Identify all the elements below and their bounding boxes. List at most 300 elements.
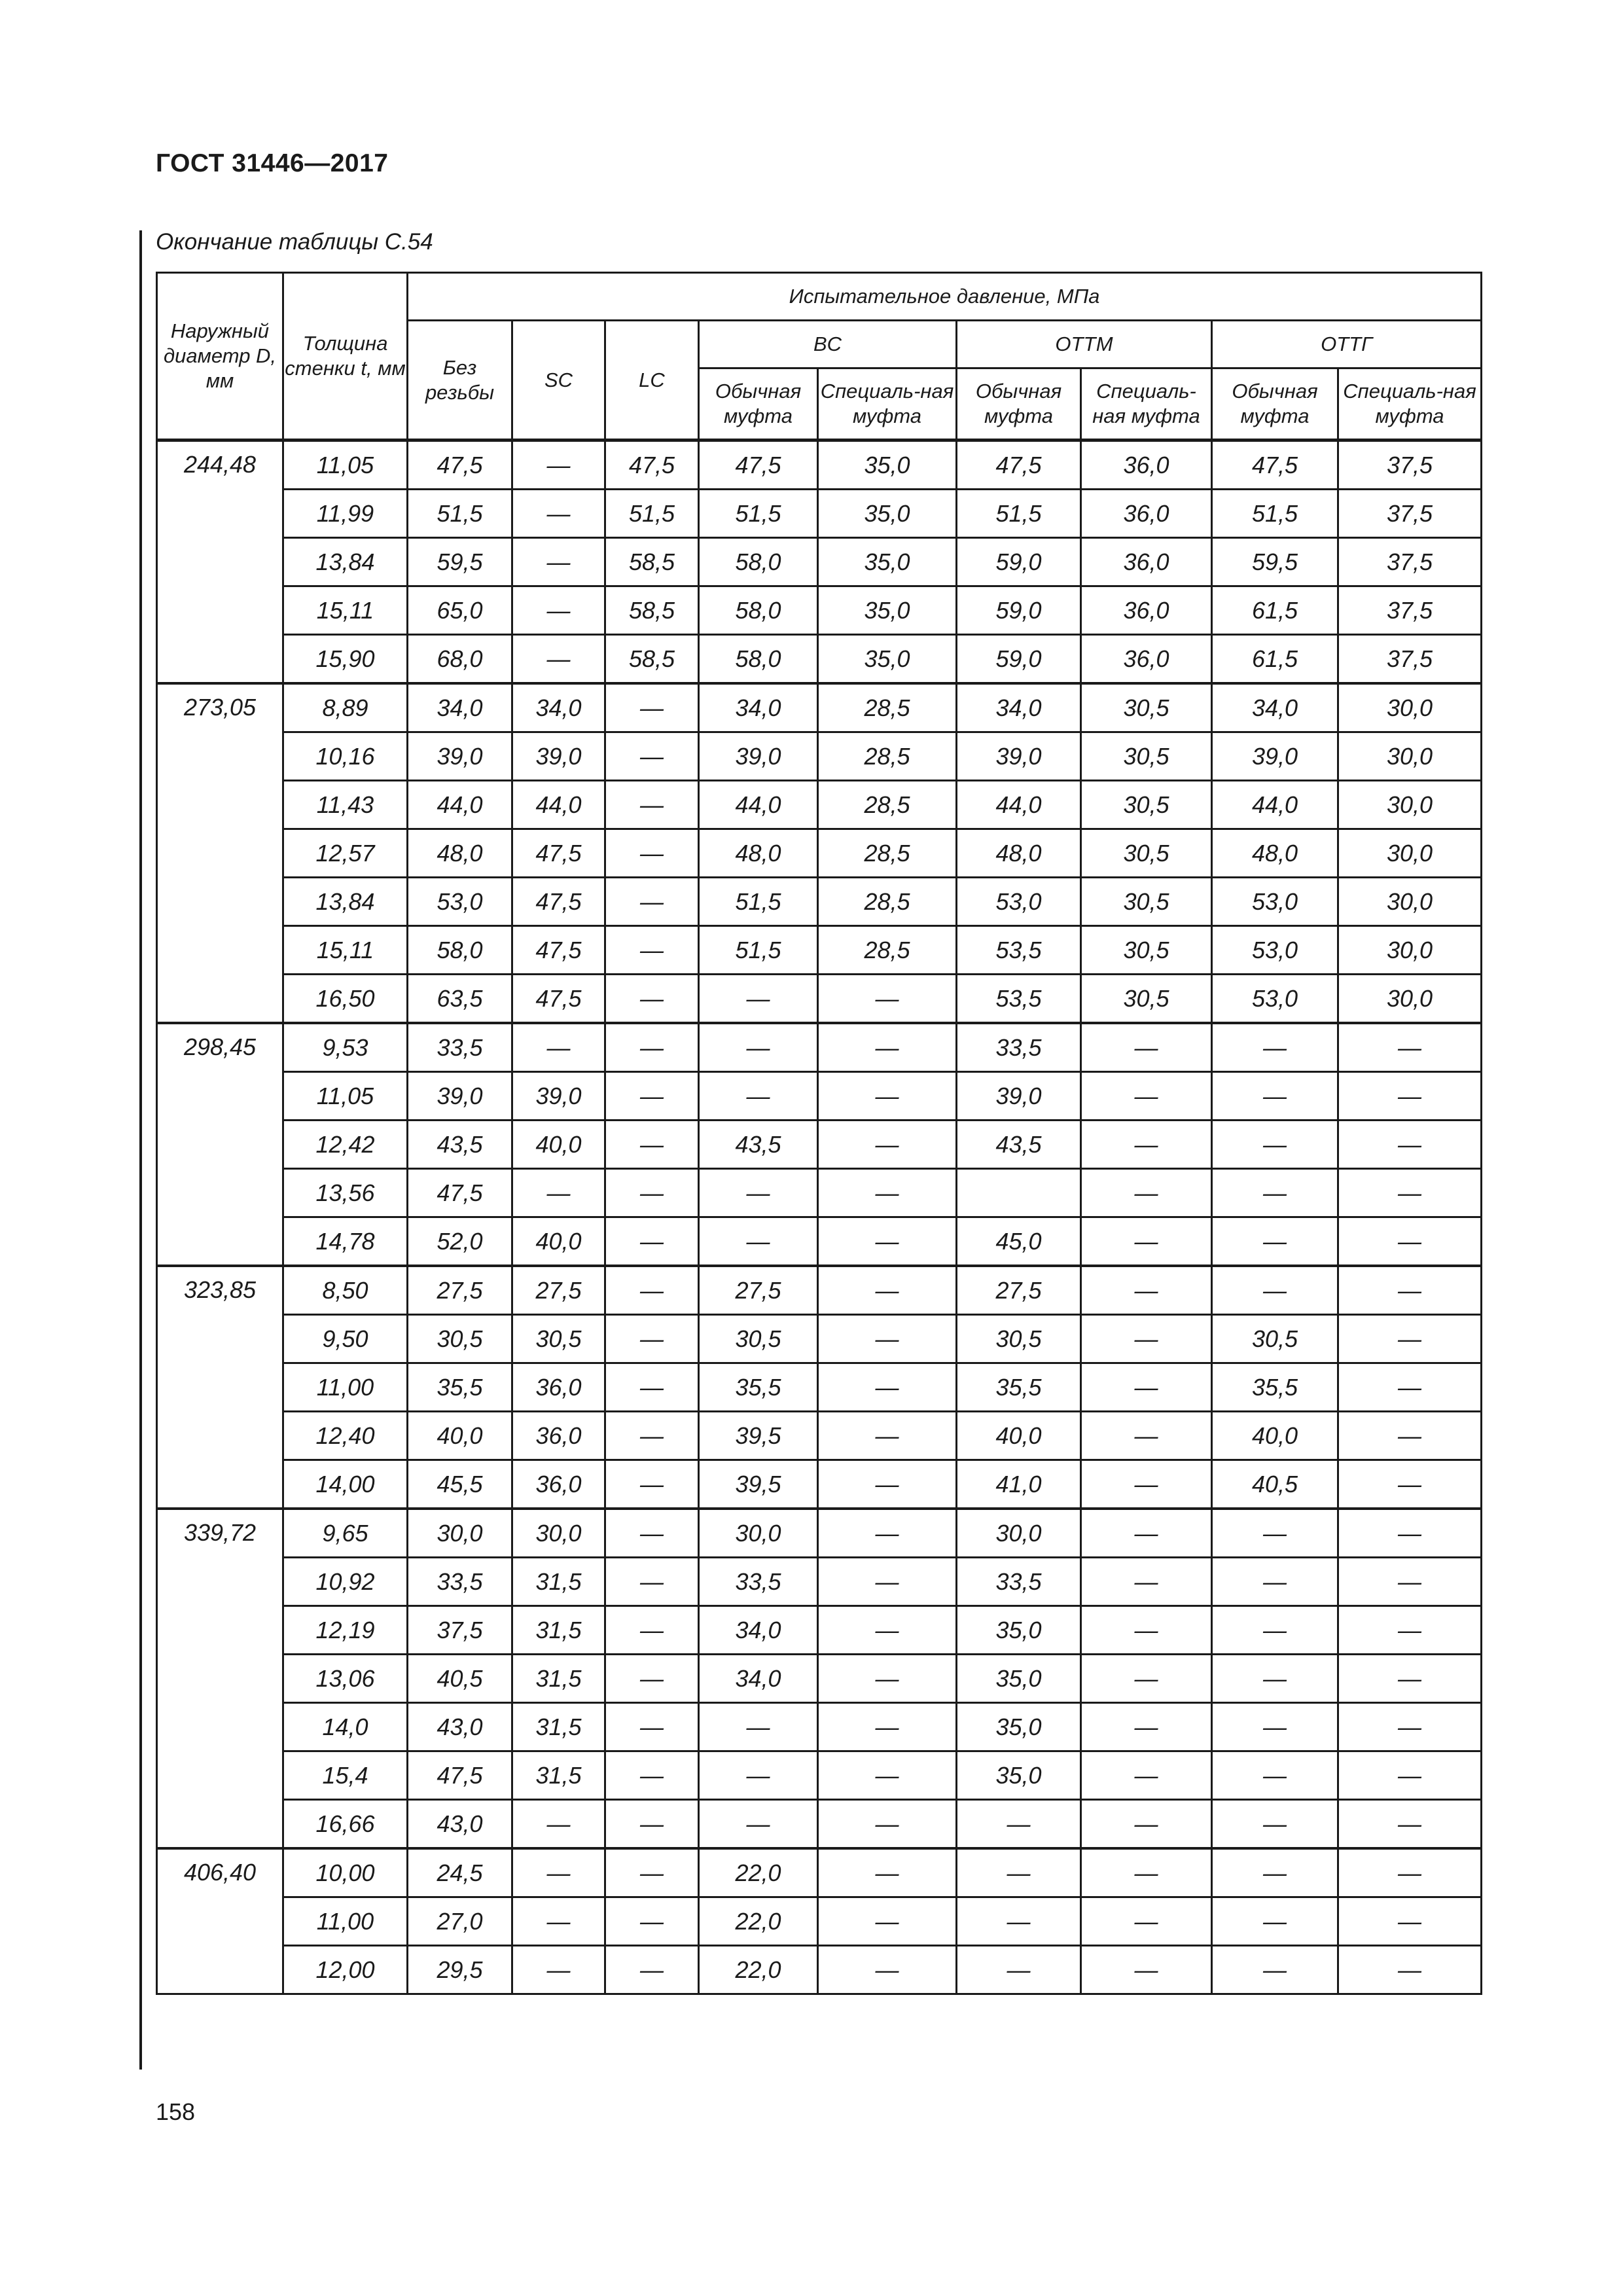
lc-cell: — xyxy=(605,1072,699,1121)
ottm-special-cell: 30,5 xyxy=(1081,878,1212,926)
ottg-special-cell: 30,0 xyxy=(1338,878,1482,926)
lc-cell: — xyxy=(605,1169,699,1217)
header-ottg-special: Специаль-ная муфта xyxy=(1338,368,1482,440)
table-row xyxy=(157,1315,1482,1363)
table-row xyxy=(157,635,1482,684)
no-thread-cell: 47,5 xyxy=(408,1751,512,1800)
lc-cell: 47,5 xyxy=(605,440,699,490)
no-thread-cell: 43,5 xyxy=(408,1121,512,1169)
no-thread-cell: 43,0 xyxy=(408,1703,512,1751)
ottg-regular-cell: 61,5 xyxy=(1212,635,1338,684)
wall-thickness-cell: 13,06 xyxy=(283,1655,408,1703)
bc-special-cell: 35,0 xyxy=(818,538,957,586)
no-thread-cell: 45,5 xyxy=(408,1460,512,1509)
sc-cell: 47,5 xyxy=(512,878,605,926)
sc-cell: 47,5 xyxy=(512,975,605,1024)
wall-thickness-cell: 15,4 xyxy=(283,1751,408,1800)
wall-thickness-cell: 14,78 xyxy=(283,1217,408,1266)
sc-cell: 47,5 xyxy=(512,829,605,878)
bc-special-cell: — xyxy=(818,1897,957,1946)
header-bc: BC xyxy=(699,321,957,368)
ottg-regular-cell: 53,0 xyxy=(1212,975,1338,1024)
bc-regular-cell: 43,5 xyxy=(699,1121,818,1169)
ottg-regular-cell: 30,5 xyxy=(1212,1315,1338,1363)
bc-regular-cell: 39,5 xyxy=(699,1460,818,1509)
ottg-regular-cell: 51,5 xyxy=(1212,490,1338,538)
wall-thickness-cell: 11,99 xyxy=(283,490,408,538)
ottg-regular-cell: — xyxy=(1212,1897,1338,1946)
table-row xyxy=(157,732,1482,781)
lc-cell: 58,5 xyxy=(605,635,699,684)
no-thread-cell: 27,0 xyxy=(408,1897,512,1946)
no-thread-cell: 47,5 xyxy=(408,440,512,490)
ottg-regular-cell: 44,0 xyxy=(1212,781,1338,829)
header-bc-special: Специаль-ная муфта xyxy=(818,368,957,440)
lc-cell: — xyxy=(605,1023,699,1072)
no-thread-cell: 53,0 xyxy=(408,878,512,926)
ottg-special-cell: 30,0 xyxy=(1338,732,1482,781)
ottg-special-cell: 30,0 xyxy=(1338,926,1482,975)
ottm-regular-cell: 27,5 xyxy=(957,1266,1081,1315)
ottm-special-cell: — xyxy=(1081,1169,1212,1217)
table-row xyxy=(157,1266,1482,1315)
bc-regular-cell: — xyxy=(699,1169,818,1217)
ottg-special-cell: — xyxy=(1338,1266,1482,1315)
sc-cell: 36,0 xyxy=(512,1363,605,1412)
bc-regular-cell: 27,5 xyxy=(699,1266,818,1315)
bc-regular-cell: — xyxy=(699,1703,818,1751)
ottm-special-cell: 36,0 xyxy=(1081,635,1212,684)
sc-cell: 30,5 xyxy=(512,1315,605,1363)
no-thread-cell: 44,0 xyxy=(408,781,512,829)
ottg-special-cell: — xyxy=(1338,1897,1482,1946)
bc-regular-cell: 22,0 xyxy=(699,1897,818,1946)
ottm-regular-cell: 39,0 xyxy=(957,732,1081,781)
table-row xyxy=(157,1217,1482,1266)
no-thread-cell: 51,5 xyxy=(408,490,512,538)
no-thread-cell: 33,5 xyxy=(408,1023,512,1072)
lc-cell: — xyxy=(605,1751,699,1800)
outer-diameter-cell: 273,05 xyxy=(157,683,283,1023)
sc-cell: — xyxy=(512,1848,605,1897)
wall-thickness-cell: 15,11 xyxy=(283,586,408,635)
ottm-special-cell: 30,5 xyxy=(1081,926,1212,975)
table-caption: Окончание таблицы С.54 xyxy=(156,229,433,255)
ottm-regular-cell: 59,0 xyxy=(957,538,1081,586)
table-row xyxy=(157,1606,1482,1655)
header-ottg: ОТТГ xyxy=(1212,321,1482,368)
ottm-special-cell: — xyxy=(1081,1606,1212,1655)
ottg-special-cell: — xyxy=(1338,1606,1482,1655)
ottg-special-cell: — xyxy=(1338,1703,1482,1751)
sc-cell: — xyxy=(512,490,605,538)
table-row xyxy=(157,781,1482,829)
bc-special-cell: — xyxy=(818,975,957,1024)
header-ottm-regular: Обычная муфта xyxy=(957,368,1081,440)
outer-diameter-cell: 406,40 xyxy=(157,1848,283,1994)
lc-cell: — xyxy=(605,878,699,926)
ottm-special-cell: — xyxy=(1081,1800,1212,1849)
ottm-special-cell: — xyxy=(1081,1121,1212,1169)
bc-regular-cell: 22,0 xyxy=(699,1848,818,1897)
bc-regular-cell: 22,0 xyxy=(699,1946,818,1994)
table-row xyxy=(157,1655,1482,1703)
ottm-regular-cell: 53,5 xyxy=(957,926,1081,975)
sc-cell: 31,5 xyxy=(512,1751,605,1800)
bc-regular-cell: — xyxy=(699,1023,818,1072)
table-row xyxy=(157,1751,1482,1800)
wall-thickness-cell: 12,00 xyxy=(283,1946,408,1994)
no-thread-cell: 35,5 xyxy=(408,1363,512,1412)
ottg-regular-cell: 39,0 xyxy=(1212,732,1338,781)
no-thread-cell: 24,5 xyxy=(408,1848,512,1897)
bc-special-cell: — xyxy=(818,1558,957,1606)
ottg-regular-cell: — xyxy=(1212,1558,1338,1606)
bc-regular-cell: 33,5 xyxy=(699,1558,818,1606)
ottg-regular-cell: — xyxy=(1212,1072,1338,1121)
lc-cell: — xyxy=(605,1800,699,1849)
ottm-special-cell: — xyxy=(1081,1266,1212,1315)
wall-thickness-cell: 10,16 xyxy=(283,732,408,781)
sc-cell: 44,0 xyxy=(512,781,605,829)
ottg-special-cell: — xyxy=(1338,1072,1482,1121)
no-thread-cell: 34,0 xyxy=(408,683,512,732)
table-header xyxy=(157,273,1482,440)
ottg-regular-cell: — xyxy=(1212,1946,1338,1994)
header-ottg-regular: Обычная муфта xyxy=(1212,368,1338,440)
bc-regular-cell: 30,5 xyxy=(699,1315,818,1363)
ottm-regular-cell: 34,0 xyxy=(957,683,1081,732)
bc-special-cell: 28,5 xyxy=(818,878,957,926)
table-row xyxy=(157,490,1482,538)
ottm-regular-cell: 35,0 xyxy=(957,1655,1081,1703)
ottm-regular-cell: — xyxy=(957,1946,1081,1994)
table-row xyxy=(157,440,1482,490)
lc-cell: — xyxy=(605,829,699,878)
ottm-regular-cell: 33,5 xyxy=(957,1023,1081,1072)
no-thread-cell: 29,5 xyxy=(408,1946,512,1994)
sc-cell: 31,5 xyxy=(512,1703,605,1751)
wall-thickness-cell: 9,50 xyxy=(283,1315,408,1363)
bc-special-cell: — xyxy=(818,1460,957,1509)
header-ottm: ОТТМ xyxy=(957,321,1212,368)
bc-special-cell: 28,5 xyxy=(818,926,957,975)
bc-regular-cell: 34,0 xyxy=(699,1606,818,1655)
lc-cell: — xyxy=(605,1606,699,1655)
ottg-regular-cell: — xyxy=(1212,1751,1338,1800)
sc-cell: — xyxy=(512,1023,605,1072)
bc-special-cell: — xyxy=(818,1315,957,1363)
lc-cell: 58,5 xyxy=(605,586,699,635)
ottm-special-cell: 36,0 xyxy=(1081,490,1212,538)
sc-cell: — xyxy=(512,1897,605,1946)
ottg-special-cell: — xyxy=(1338,1751,1482,1800)
sc-cell: 31,5 xyxy=(512,1655,605,1703)
wall-thickness-cell: 12,19 xyxy=(283,1606,408,1655)
lc-cell: 51,5 xyxy=(605,490,699,538)
sc-cell: — xyxy=(512,1946,605,1994)
bc-regular-cell: 39,0 xyxy=(699,732,818,781)
table-row xyxy=(157,1121,1482,1169)
wall-thickness-cell: 15,90 xyxy=(283,635,408,684)
ottm-special-cell: — xyxy=(1081,1412,1212,1460)
ottg-special-cell: — xyxy=(1338,1315,1482,1363)
sc-cell: 40,0 xyxy=(512,1217,605,1266)
table-row xyxy=(157,1800,1482,1849)
ottg-regular-cell: 53,0 xyxy=(1212,926,1338,975)
ottg-special-cell: 30,0 xyxy=(1338,683,1482,732)
lc-cell: — xyxy=(605,1703,699,1751)
ottm-special-cell: 30,5 xyxy=(1081,829,1212,878)
bc-special-cell: 28,5 xyxy=(818,829,957,878)
table-row xyxy=(157,1509,1482,1558)
ottm-special-cell: — xyxy=(1081,1023,1212,1072)
ottm-regular-cell: 44,0 xyxy=(957,781,1081,829)
outer-diameter-cell: 244,48 xyxy=(157,440,283,684)
table-row xyxy=(157,1558,1482,1606)
table-row xyxy=(157,926,1482,975)
no-thread-cell: 40,5 xyxy=(408,1655,512,1703)
no-thread-cell: 43,0 xyxy=(408,1800,512,1849)
lc-cell: — xyxy=(605,975,699,1024)
bc-special-cell: — xyxy=(818,1266,957,1315)
bc-special-cell: 28,5 xyxy=(818,683,957,732)
table-row xyxy=(157,1023,1482,1072)
ottm-special-cell: 36,0 xyxy=(1081,440,1212,490)
ottg-regular-cell: — xyxy=(1212,1606,1338,1655)
table-row xyxy=(157,1946,1482,1994)
no-thread-cell: 30,5 xyxy=(408,1315,512,1363)
wall-thickness-cell: 16,66 xyxy=(283,1800,408,1849)
bc-regular-cell: — xyxy=(699,975,818,1024)
sc-cell: — xyxy=(512,1169,605,1217)
header-ottm-special: Специаль-ная муфта xyxy=(1081,368,1212,440)
ottg-special-cell: 37,5 xyxy=(1338,538,1482,586)
wall-thickness-cell: 13,56 xyxy=(283,1169,408,1217)
bc-special-cell: — xyxy=(818,1848,957,1897)
ottg-regular-cell: — xyxy=(1212,1266,1338,1315)
ottm-regular-cell: 35,5 xyxy=(957,1363,1081,1412)
ottm-regular-cell: 30,5 xyxy=(957,1315,1081,1363)
ottm-special-cell: — xyxy=(1081,1460,1212,1509)
bc-special-cell: 35,0 xyxy=(818,635,957,684)
wall-thickness-cell: 11,00 xyxy=(283,1363,408,1412)
sc-cell: 39,0 xyxy=(512,1072,605,1121)
bc-regular-cell: 30,0 xyxy=(699,1509,818,1558)
ottg-special-cell: — xyxy=(1338,1946,1482,1994)
no-thread-cell: 59,5 xyxy=(408,538,512,586)
bc-special-cell: 35,0 xyxy=(818,490,957,538)
wall-thickness-cell: 11,05 xyxy=(283,1072,408,1121)
ottg-special-cell: — xyxy=(1338,1848,1482,1897)
ottm-special-cell: 30,5 xyxy=(1081,975,1212,1024)
bc-special-cell: — xyxy=(818,1509,957,1558)
table-row xyxy=(157,1169,1482,1217)
ottm-regular-cell: 48,0 xyxy=(957,829,1081,878)
wall-thickness-cell: 15,11 xyxy=(283,926,408,975)
ottg-special-cell: 37,5 xyxy=(1338,490,1482,538)
bc-special-cell: — xyxy=(818,1655,957,1703)
header-test-pressure: Испытательное давление, МПа xyxy=(408,273,1482,321)
bc-regular-cell: — xyxy=(699,1217,818,1266)
bc-regular-cell: 34,0 xyxy=(699,1655,818,1703)
wall-thickness-cell: 12,40 xyxy=(283,1412,408,1460)
ottm-special-cell: — xyxy=(1081,1897,1212,1946)
ottm-special-cell: — xyxy=(1081,1848,1212,1897)
wall-thickness-cell: 16,50 xyxy=(283,975,408,1024)
no-thread-cell: 39,0 xyxy=(408,1072,512,1121)
table-row xyxy=(157,683,1482,732)
no-thread-cell: 33,5 xyxy=(408,1558,512,1606)
ottg-regular-cell: — xyxy=(1212,1121,1338,1169)
ottg-special-cell: — xyxy=(1338,1121,1482,1169)
lc-cell: — xyxy=(605,1946,699,1994)
wall-thickness-cell: 11,00 xyxy=(283,1897,408,1946)
ottm-special-cell: — xyxy=(1081,1509,1212,1558)
lc-cell: — xyxy=(605,683,699,732)
sc-cell: 27,5 xyxy=(512,1266,605,1315)
ottm-regular-cell: 59,0 xyxy=(957,586,1081,635)
ottg-regular-cell: — xyxy=(1212,1217,1338,1266)
ottm-regular-cell: 30,0 xyxy=(957,1509,1081,1558)
wall-thickness-cell: 10,00 xyxy=(283,1848,408,1897)
bc-special-cell: — xyxy=(818,1800,957,1849)
sc-cell: 36,0 xyxy=(512,1460,605,1509)
ottm-regular-cell: 45,0 xyxy=(957,1217,1081,1266)
sc-cell: — xyxy=(512,635,605,684)
header-wall-thickness: Толщина стенки t, мм xyxy=(283,273,408,440)
ottg-special-cell: — xyxy=(1338,1558,1482,1606)
ottg-regular-cell: — xyxy=(1212,1703,1338,1751)
ottm-regular-cell xyxy=(957,1169,1081,1217)
bc-regular-cell: 51,5 xyxy=(699,878,818,926)
ottm-regular-cell: — xyxy=(957,1800,1081,1849)
ottm-special-cell: 30,5 xyxy=(1081,683,1212,732)
lc-cell: — xyxy=(605,1655,699,1703)
sc-cell: 31,5 xyxy=(512,1606,605,1655)
ottg-regular-cell: 40,5 xyxy=(1212,1460,1338,1509)
ottm-special-cell: 36,0 xyxy=(1081,538,1212,586)
ottm-special-cell: — xyxy=(1081,1363,1212,1412)
ottg-special-cell: — xyxy=(1338,1023,1482,1072)
sc-cell: — xyxy=(512,440,605,490)
wall-thickness-cell: 11,05 xyxy=(283,440,408,490)
bc-regular-cell: 58,0 xyxy=(699,635,818,684)
table-row xyxy=(157,1703,1482,1751)
lc-cell: — xyxy=(605,926,699,975)
ottg-regular-cell: 53,0 xyxy=(1212,878,1338,926)
ottm-regular-cell: 53,5 xyxy=(957,975,1081,1024)
bc-special-cell: — xyxy=(818,1121,957,1169)
ottg-special-cell: — xyxy=(1338,1460,1482,1509)
sc-cell: — xyxy=(512,538,605,586)
table-body xyxy=(157,440,1482,1994)
table-row xyxy=(157,1363,1482,1412)
ottm-special-cell: — xyxy=(1081,1946,1212,1994)
ottm-regular-cell: 53,0 xyxy=(957,878,1081,926)
ottg-regular-cell: — xyxy=(1212,1655,1338,1703)
ottg-regular-cell: 47,5 xyxy=(1212,440,1338,490)
ottg-special-cell: — xyxy=(1338,1509,1482,1558)
bc-special-cell: — xyxy=(818,1606,957,1655)
bc-regular-cell: 44,0 xyxy=(699,781,818,829)
lc-cell: — xyxy=(605,1897,699,1946)
bc-special-cell: — xyxy=(818,1703,957,1751)
lc-cell: — xyxy=(605,781,699,829)
no-thread-cell: 39,0 xyxy=(408,732,512,781)
bc-regular-cell: 47,5 xyxy=(699,440,818,490)
bc-regular-cell: 34,0 xyxy=(699,683,818,732)
ottm-special-cell: — xyxy=(1081,1072,1212,1121)
bc-regular-cell: — xyxy=(699,1751,818,1800)
bc-regular-cell: 35,5 xyxy=(699,1363,818,1412)
bc-special-cell: 28,5 xyxy=(818,781,957,829)
ottm-regular-cell: 51,5 xyxy=(957,490,1081,538)
ottm-regular-cell: 40,0 xyxy=(957,1412,1081,1460)
wall-thickness-cell: 14,00 xyxy=(283,1460,408,1509)
ottm-special-cell: — xyxy=(1081,1558,1212,1606)
ottg-regular-cell: — xyxy=(1212,1800,1338,1849)
ottg-special-cell: — xyxy=(1338,1217,1482,1266)
bc-regular-cell: 58,0 xyxy=(699,538,818,586)
header-outer-diameter: Наружный диаметр D, мм xyxy=(157,273,283,440)
ottg-special-cell: 30,0 xyxy=(1338,975,1482,1024)
wall-thickness-cell: 8,50 xyxy=(283,1266,408,1315)
ottm-regular-cell: 59,0 xyxy=(957,635,1081,684)
page-number: 158 xyxy=(156,2098,196,2125)
sc-cell: — xyxy=(512,1800,605,1849)
outer-diameter-cell: 323,85 xyxy=(157,1266,283,1509)
ottg-special-cell: — xyxy=(1338,1655,1482,1703)
ottg-special-cell: — xyxy=(1338,1363,1482,1412)
table-row xyxy=(157,1897,1482,1946)
ottm-regular-cell: 41,0 xyxy=(957,1460,1081,1509)
wall-thickness-cell: 14,0 xyxy=(283,1703,408,1751)
wall-thickness-cell: 10,92 xyxy=(283,1558,408,1606)
wall-thickness-cell: 9,65 xyxy=(283,1509,408,1558)
bc-special-cell: — xyxy=(818,1217,957,1266)
ottm-special-cell: — xyxy=(1081,1655,1212,1703)
wall-thickness-cell: 11,43 xyxy=(283,781,408,829)
ottg-regular-cell: 61,5 xyxy=(1212,586,1338,635)
bc-regular-cell: 58,0 xyxy=(699,586,818,635)
header-lc: LC xyxy=(605,321,699,440)
lc-cell: — xyxy=(605,1558,699,1606)
bc-regular-cell: 39,5 xyxy=(699,1412,818,1460)
no-thread-cell: 30,0 xyxy=(408,1509,512,1558)
wall-thickness-cell: 12,42 xyxy=(283,1121,408,1169)
sc-cell: 39,0 xyxy=(512,732,605,781)
ottm-regular-cell: 33,5 xyxy=(957,1558,1081,1606)
table-row xyxy=(157,1460,1482,1509)
table-row xyxy=(157,975,1482,1024)
ottg-special-cell: — xyxy=(1338,1412,1482,1460)
ottg-regular-cell: 35,5 xyxy=(1212,1363,1338,1412)
ottg-special-cell: 37,5 xyxy=(1338,440,1482,490)
bc-special-cell: — xyxy=(818,1169,957,1217)
bc-regular-cell: — xyxy=(699,1072,818,1121)
ottm-regular-cell: 35,0 xyxy=(957,1751,1081,1800)
ottg-regular-cell: — xyxy=(1212,1023,1338,1072)
lc-cell: 58,5 xyxy=(605,538,699,586)
ottm-special-cell: — xyxy=(1081,1703,1212,1751)
bc-special-cell: — xyxy=(818,1946,957,1994)
lc-cell: — xyxy=(605,1848,699,1897)
no-thread-cell: 52,0 xyxy=(408,1217,512,1266)
lc-cell: — xyxy=(605,1266,699,1315)
ottg-special-cell: — xyxy=(1338,1800,1482,1849)
bc-special-cell: — xyxy=(818,1072,957,1121)
